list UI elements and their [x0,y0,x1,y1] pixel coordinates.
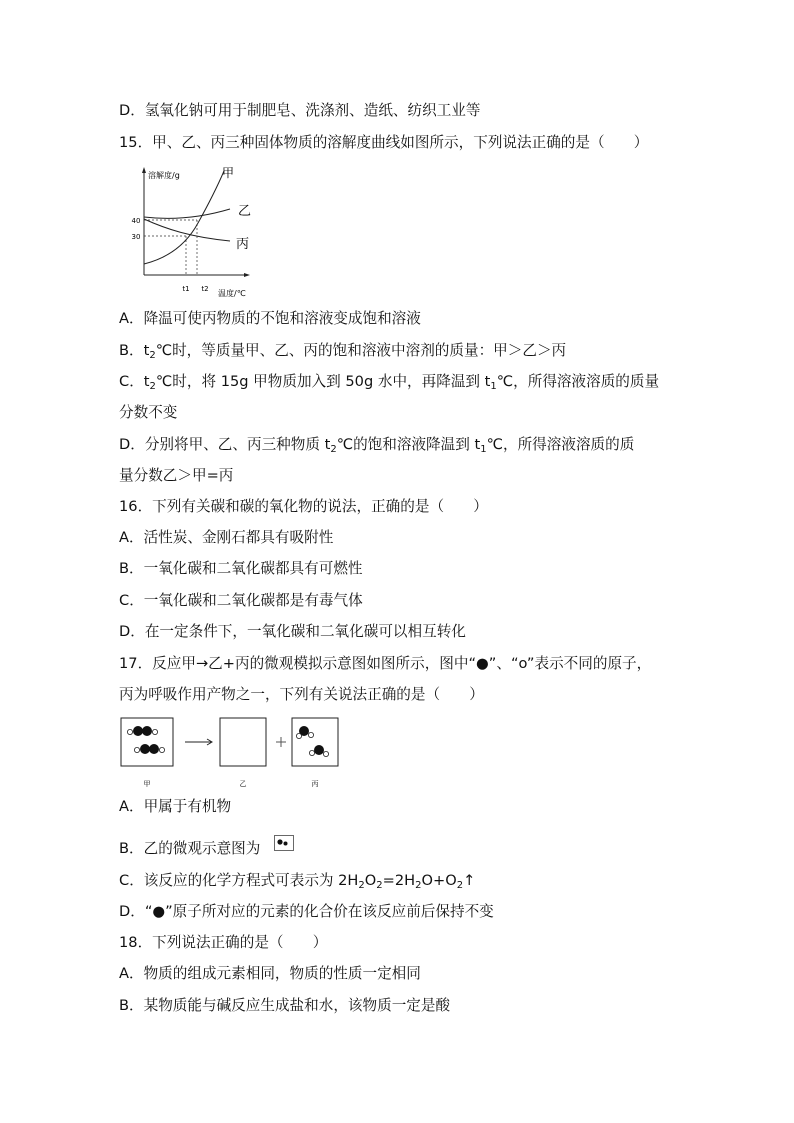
x-tick-t1: t1 [182,285,190,293]
subscript: 1 [490,381,497,392]
subscript: 2 [456,880,464,891]
option-15-a: A．降温可使丙物质的不饱和溶液变成饱和溶液 [119,310,421,327]
question-15-stem: 15．甲、乙、丙三种固体物质的溶解度曲线如图所示，下列说法正确的是（ ） [119,134,649,151]
box-bing [292,718,338,766]
box-jia [121,718,173,766]
yi-molecule-icon [274,835,294,851]
option-16-b: B．一氧化碳和二氧化碳都具有可燃性 [119,560,363,577]
series-jia-label: 甲 [222,166,235,180]
x-axis-arrow [244,273,250,277]
option-15-prev-d: D．氢氧化钠可用于制肥皂、洗涤剂、造纸、纺织工业等 [119,102,481,119]
label-yi: 乙 [239,780,247,788]
series-yi-label: 乙 [238,204,252,219]
text-run: C．该反应的化学方程式可表示为 2H [119,872,359,889]
option-16-d: D．在一定条件下，一氧化碳和二氧化碳可以相互转化 [119,623,466,640]
text-run: O [364,872,377,889]
text-run: B．乙的微观示意图为 [119,840,261,857]
option-17-b [119,839,260,859]
text-run: C．t [119,373,150,390]
subscript: 2 [149,381,156,392]
question-17-stem-cont: 丙为呼吸作用产物之一，下列有关说法正确的是（ ） [119,686,484,703]
question-16-stem: 16．下列有关碳和碳的氧化物的说法，正确的是（ ） [119,498,488,515]
subscript: 2 [376,880,383,891]
subscript: 2 [330,444,337,455]
label-bing: 丙 [311,780,319,788]
text-run: ℃时，将 15g 甲物质加入到 50g 水中，再降温到 t [155,373,491,390]
option-17-c [119,871,475,896]
series-bing-label: 丙 [236,237,250,252]
option-15-d-cont: 量分数乙＞甲=丙 [119,467,234,484]
option-18-a: A．物质的组成元素相同，物质的性质一定相同 [119,965,421,982]
series-yi-curve [144,209,230,218]
reaction-diagram [119,714,343,790]
option-15-b [119,341,566,366]
text-run: O+O [421,872,457,889]
option-17-a: A．甲属于有机物 [119,798,232,815]
solubility-chart [131,163,260,298]
y-tick-40: 40 [131,217,141,225]
question-18-stem: 18．下列说法正确的是（ ） [119,934,328,951]
x-tick-t2: t2 [201,285,209,293]
option-15-c-cont: 分数不变 [119,404,178,421]
y-axis-arrow [142,167,146,173]
question-17-stem: 17．反应甲→乙+丙的微观模拟示意图如图所示，图中“●”、“o”表示不同的原子， [119,655,652,672]
box-yi [220,718,266,766]
text-run: ℃时，等质量甲、乙、丙的饱和溶液中溶剂的质量：甲＞乙＞丙 [155,342,567,359]
y-axis-label: 溶解度/g [148,171,180,180]
x-axis-label: 温度/℃ [218,289,246,298]
option-17-d: D．“●”原子所对应的元素的化合价在该反应前后保持不变 [119,903,494,920]
y-tick-30: 30 [131,233,141,241]
text-run: D．分别将甲、乙、丙三种物质 t [119,436,331,453]
text-run: ℃，所得溶液溶质的质量 [496,373,660,390]
subscript: 2 [149,350,156,361]
series-bing-curve [144,219,230,241]
option-16-c: C．一氧化碳和二氧化碳都是有毒气体 [119,592,363,609]
option-15-c [119,372,659,397]
text-run: =2H [382,872,416,889]
label-jia: 甲 [143,780,151,788]
text-run: B．t [119,342,150,359]
subscript: 1 [480,444,487,455]
subscript: 2 [415,880,422,891]
text-run: ↑ [463,872,476,889]
text-run: ℃的饱和溶液降温到 t [336,436,481,453]
option-18-b: B．某物质能与碱反应生成盐和水，该物质一定是酸 [119,997,451,1014]
subscript: 2 [358,880,365,891]
option-16-a: A．活性炭、金刚石都具有吸附性 [119,529,334,546]
text-run: ℃，所得溶液溶质的质 [486,436,635,453]
option-15-d [119,435,634,460]
